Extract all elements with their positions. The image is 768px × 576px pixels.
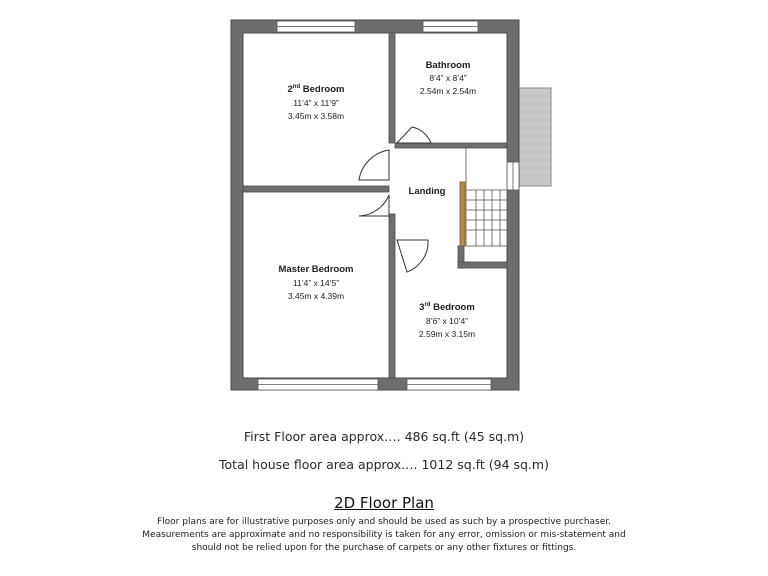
bedroom2-dim-imperial: 11’4” x 11’9”: [293, 98, 339, 108]
bedroom3-dim-metric: 2.59m x 3.15m: [418, 329, 476, 339]
bathroom-dim-metric: 2.54m x 2.54m: [419, 86, 477, 96]
door-bathroom: [397, 127, 431, 143]
staircase: [460, 148, 507, 246]
master-bedroom-dim-imperial: 11’4” x 14’5”: [292, 278, 340, 288]
door-bedroom3: [397, 240, 428, 272]
bedroom2-name: 2nd Bedroom: [287, 84, 345, 95]
door-master: [359, 195, 389, 216]
plan-title: 2D Floor Plan: [334, 494, 434, 512]
disclaimer-line-1: Floor plans are for illustrative purposes only and should be used as such by a prospective purchaser.: [156, 517, 612, 527]
bathroom-dim-imperial: 8’4” x 8’4”: [429, 73, 467, 83]
disclaimer-line-3: should not be relied upon for the purchase of carpets or any other fixtures or fittings.: [191, 543, 577, 553]
bedroom3-name: 3rd Bedroom: [419, 302, 475, 313]
door-bedroom2: [359, 150, 389, 180]
total-floor-area: Total house floor area approx…. 1012 sq.ft (94 sq.m): [219, 457, 549, 472]
bedroom3-dim-imperial: 8’6” x 10’4”: [425, 316, 469, 326]
first-floor-area: First Floor area approx…. 486 sq.ft (45 sq.m): [243, 429, 525, 444]
bedroom2-dim-metric: 3.45m x 3.58m: [287, 111, 345, 121]
porch-roof: [519, 88, 551, 186]
disclaimer-line-2: Measurements are approximate and no responsibility is taken for any error, omission or mis-statement and: [142, 530, 626, 540]
master-bedroom-name: Master Bedroom: [278, 264, 354, 275]
stair-handrail: [460, 182, 465, 246]
bathroom-name: Bathroom: [425, 60, 471, 71]
master-bedroom-dim-metric: 3.45m x 4.39m: [287, 291, 345, 301]
landing-name: Landing: [408, 186, 446, 197]
